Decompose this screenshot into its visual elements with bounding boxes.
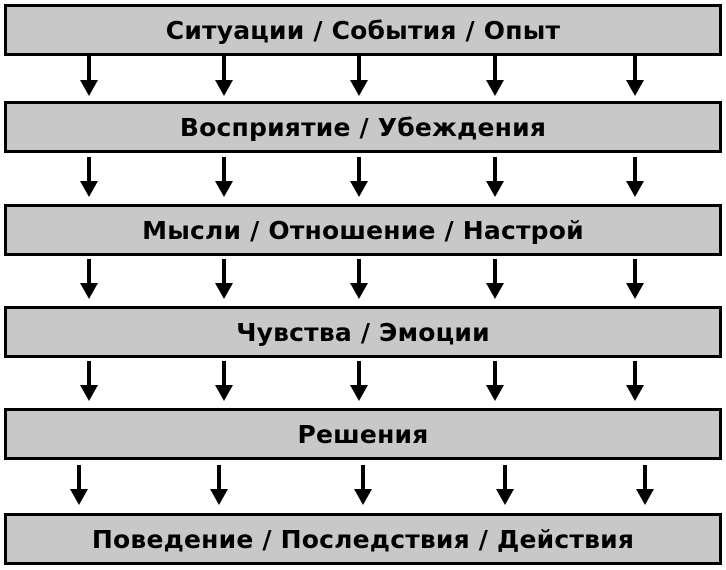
down-arrow-icon [80,157,98,197]
down-arrow-icon [350,259,368,299]
arrow-row-5 [4,465,722,505]
down-arrow-icon [210,465,228,505]
flow-box-label: Поведение / Последствия / Действия [91,524,635,554]
down-arrow-icon [350,361,368,401]
arrow-row-3 [4,259,722,299]
down-arrow-icon [626,259,644,299]
down-arrow-icon [626,157,644,197]
down-arrow-icon [486,259,504,299]
down-arrow-icon [626,361,644,401]
down-arrow-icon [486,361,504,401]
down-arrow-icon [496,465,514,505]
down-arrow-icon [626,56,644,96]
down-arrow-icon [70,465,88,505]
flow-box-label: Мысли / Отношение / Настрой [142,215,584,245]
down-arrow-icon [354,465,372,505]
flow-box-situations [4,4,722,56]
flow-box-label: Решения [297,419,429,449]
down-arrow-icon [350,157,368,197]
flow-box-feelings [4,306,722,358]
down-arrow-icon [215,157,233,197]
down-arrow-icon [215,361,233,401]
flow-box-behaviour [4,513,722,565]
down-arrow-icon [80,56,98,96]
down-arrow-icon [636,465,654,505]
down-arrow-icon [486,157,504,197]
flow-box-thoughts [4,204,722,256]
arrow-row-2 [4,157,722,197]
arrow-row-4 [4,361,722,401]
flow-box-decisions [4,408,722,460]
flow-box-label: Восприятие / Убеждения [179,112,547,142]
flow-box-label: Ситуации / События / Опыт [165,15,561,45]
down-arrow-icon [215,259,233,299]
down-arrow-icon [80,361,98,401]
down-arrow-icon [80,259,98,299]
arrow-row-1 [4,56,722,96]
flow-box-perception [4,101,722,153]
flow-box-label: Чувства / Эмоции [236,317,490,347]
down-arrow-icon [215,56,233,96]
down-arrow-icon [350,56,368,96]
down-arrow-icon [486,56,504,96]
